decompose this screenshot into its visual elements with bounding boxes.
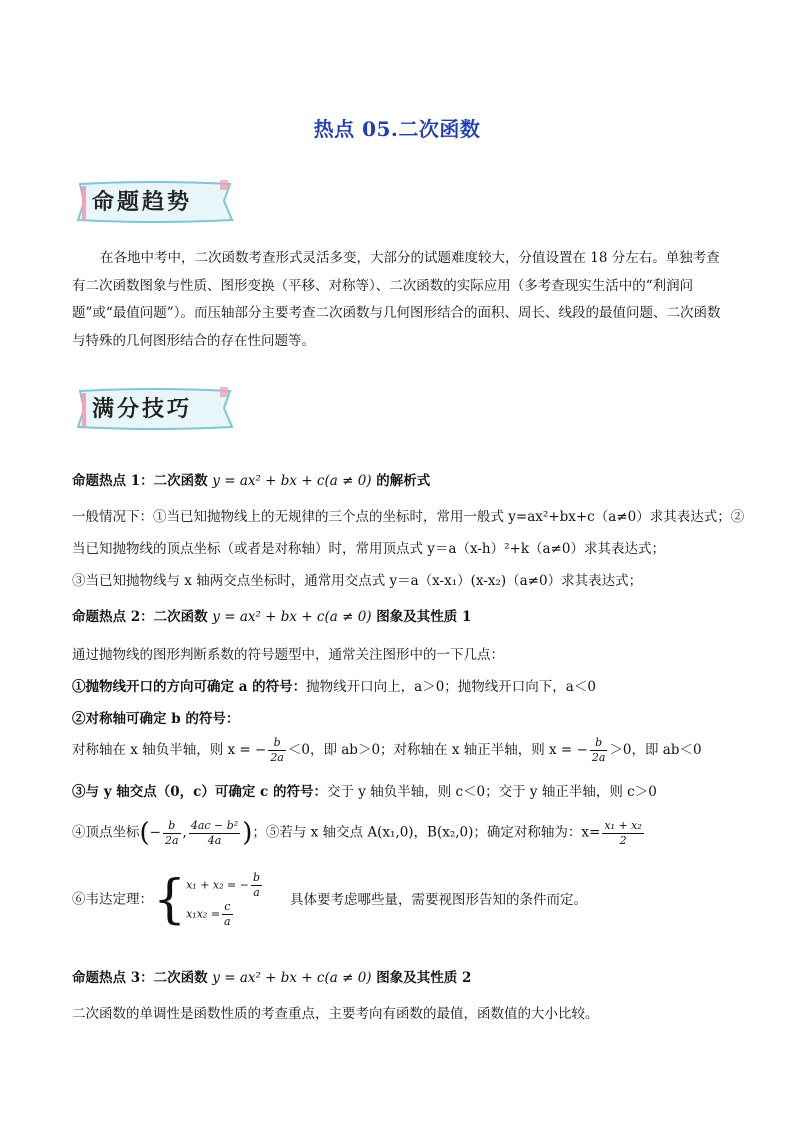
hotspot-2-heading: [72, 605, 471, 625]
vertex-den1: 2a: [164, 833, 179, 847]
banner-label-skills: 满分技巧: [92, 396, 193, 422]
hotspot-2-prefix: 命题热点 2：二次函数: [72, 609, 208, 625]
symmetry-num: x₁ + x₂: [604, 818, 642, 832]
vertex-num2: 4ac − b²: [190, 818, 239, 832]
vertex-fraction-x: [163, 819, 181, 848]
axis-rule-c: ＞0，即 ab＜0: [609, 742, 702, 758]
axis-frac2-num: b: [590, 736, 608, 751]
axis-frac1-den: 2a: [270, 751, 284, 764]
opening-bold: ①抛物线开口的方向可确定 a 的符号：: [72, 679, 307, 695]
y-intercept-text: 交于 y 轴负半轴，则 c＜0；交于 y 轴正半轴，则 c＞0: [326, 784, 657, 800]
vertex-den2: 4a: [207, 833, 222, 847]
signs-intro: 通过抛物线的图形判断系数的符号题型中，通常关注图形中的一下几点：: [72, 647, 504, 663]
monotone-line: 二次函数的单调性是函数性质的考查重点，主要考向有函数的最值，函数值的大小比较。: [72, 1006, 599, 1022]
axis-rule-a: 对称轴在 x 轴负半轴，则 x = −: [72, 742, 267, 758]
vertex-prefix: ④顶点坐标: [72, 824, 140, 841]
hotspot-3-prefix: 命题热点 3：二次函数: [72, 970, 208, 986]
hotspot-3-suffix: 图象及其性质 2: [376, 970, 472, 986]
symmetry-axis-fraction: [602, 819, 643, 848]
axis-frac1-num: b: [268, 736, 286, 751]
axis-rule-b: ＜0，即 ab＞0；对称轴在 x 轴正半轴，则 x = −: [287, 742, 588, 758]
vieta-prefix: ⑥韦达定理：: [72, 891, 153, 908]
vertex-fraction-y: [189, 819, 240, 848]
page-title: 热点 05.二次函数: [313, 117, 481, 141]
hotspot-3-formula: y = ax² + bx + c(a ≠ 0): [212, 970, 372, 986]
intro-paragraph: 在各地中考中，二次函数考查形式灵活多变，大部分的试题难度较大，分值设置在 18 分左右。单独考查有二次函数图象与性质、图形变换（平移、对称等）、二次函数的实际应用（多考查现实生活中的“利润问题”或“最值问题”）。而压轴部分主要考查二次函数与几何图形结合的面积、周长、线段的最值问题、二次函数与特殊的几何图形结合的存在性问题等。: [72, 250, 721, 349]
section-banner-skills: [74, 385, 236, 431]
hotspot-2-suffix: 图象及其性质 1: [376, 609, 472, 625]
section-banner-trend: [74, 178, 236, 224]
vieta-row-1: x₁ + x₂ = − $\frac{b}{a}$: [186, 871, 261, 899]
axis-rule-line: [72, 736, 702, 765]
general-line-3: ③当已知抛物线与 x 轴两交点坐标时，通常用交点式 y＝a（x-x₁）(x-x₂)（a≠0）求其表达式；: [72, 573, 643, 589]
vieta-frac-1: $\frac{b}{a}$: [252, 871, 261, 899]
opening-direction-line: [72, 675, 596, 695]
hotspot-3-heading: [72, 966, 471, 986]
vertex-mid: ；⑤若与 x 轴交点 A(x₁,0)，B(x₂,0)；确定对称轴为：x=: [252, 824, 601, 841]
vertex-line: ④顶点坐标(− $\frac{b}{2a}$ , $\frac{\text{4ac − b²}}{4a}$ )；⑤若与 x 轴交点 A(x₁,0)，B(x₂,0)；确定对称轴为：x= $\frac{\text{x₁ + x₂}}{2}$: [72, 818, 642, 848]
vertex-num1: b: [163, 819, 181, 834]
hotspot-1-prefix: 命题热点 1：二次函数: [72, 473, 208, 489]
y-intercept-line: [72, 780, 657, 800]
vieta-note: 具体要考虑哪些量，需要视图形告知的条件而定。: [290, 891, 588, 908]
vieta-row-2: x₁x₂ = $\frac{c}{a}$: [186, 900, 231, 928]
vieta-frac-2: $\frac{c}{a}$: [224, 900, 231, 928]
banner-label-trend: 命题趋势: [92, 189, 193, 215]
general-line-1: 一般情况下：①当已知抛物线上的无规律的三个点的坐标时，常用一般式 y=ax²+bx+c（a≠0）求其表达式；②: [72, 509, 745, 525]
y-intercept-bold: ③与 y 轴交点（0，c）可确定 c 的符号：: [72, 784, 327, 800]
left-brace: {: [153, 870, 187, 930]
symmetry-den: 2: [619, 833, 627, 847]
vieta-line: [72, 870, 587, 930]
vertex-neg: −: [149, 824, 161, 841]
right-paren: ): [242, 818, 253, 848]
hotspot-1-suffix: 的解析式: [376, 473, 431, 489]
axis-heading: ②对称轴可确定 b 的符号：: [72, 711, 240, 727]
vieta-system: [186, 871, 264, 929]
axis-fraction-1: [268, 736, 286, 765]
general-line-2: 当已知抛物线的顶点坐标（或者是对称轴）时，常用顶点式 y＝a（x-h）²+k（a≠0）求其表达式；: [72, 541, 665, 557]
axis-fraction-2: [590, 736, 608, 765]
opening-text: 抛物线开口向上，a＞0；抛物线开口向下，a＜0: [306, 679, 596, 695]
hotspot-1-heading: [72, 469, 430, 489]
hotspot-1-formula: y = ax² + bx + c(a ≠ 0): [212, 473, 372, 489]
left-paren: (: [139, 818, 150, 848]
hotspot-2-formula: y = ax² + bx + c(a ≠ 0): [212, 609, 372, 625]
axis-frac2-den: 2a: [591, 751, 606, 764]
